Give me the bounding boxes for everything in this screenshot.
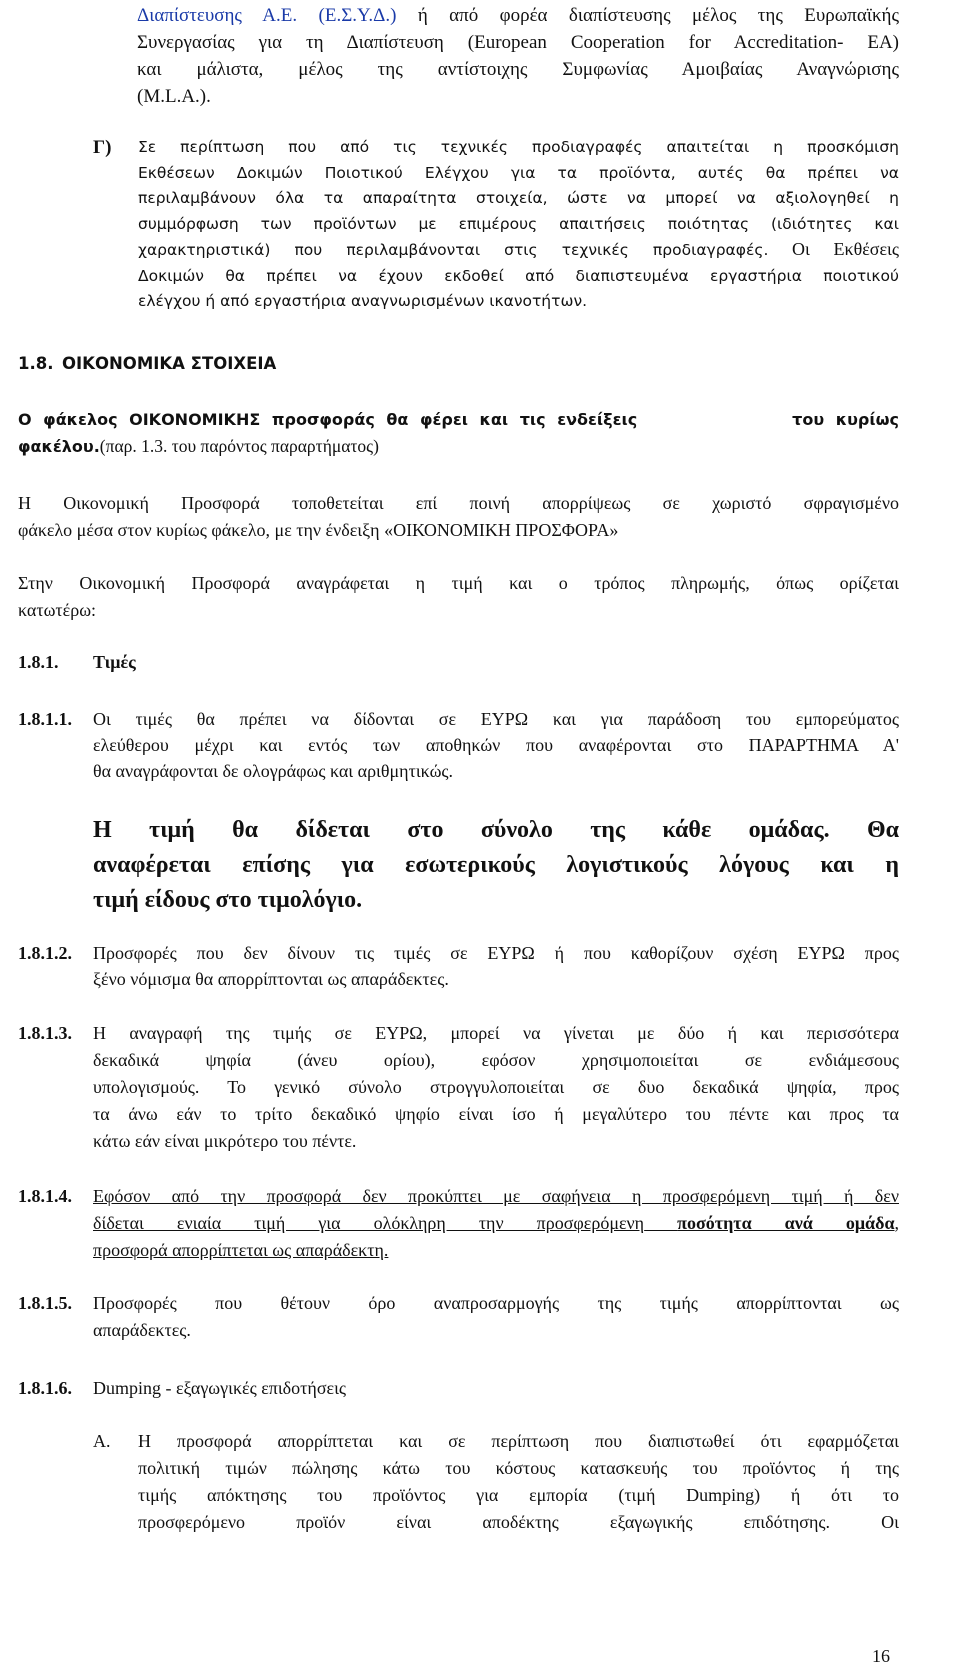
text-line: κάτω εάν είναι μικρότερο του πέντε. — [93, 1131, 357, 1151]
price-paragraph — [18, 570, 899, 624]
text-line: Σε περίπτωση που από τις τεχνικές προδιαγραφές απαιτείται η προσκόμιση — [138, 138, 899, 156]
item-1-8-1-6-a — [93, 1428, 899, 1536]
item-1-8-1-2 — [18, 940, 899, 992]
item-1-8-1-1 — [18, 706, 899, 784]
section-number: 1.8. — [18, 354, 54, 373]
item-1-8-1-5 — [18, 1290, 899, 1344]
text-line: Στην Οικονομική Προσφορά αναγράφεται η τιμή και ο τρόπος πληρωμής, όπως ορίζεται — [18, 573, 899, 593]
item-text — [93, 706, 899, 784]
offer-paragraph — [18, 490, 899, 544]
text-line: προσφερόμενο προϊόν είναι αποδέκτης εξαγωγικής επιδότησης. Οι — [138, 1512, 899, 1532]
gamma-label: Γ) — [93, 137, 112, 158]
section-heading — [18, 354, 276, 373]
text-run: Ο φάκελος ΟΙΚΟΝΟΜΙΚΗΣ προσφοράς θα φέρει και τις ενδείξεις — [18, 410, 638, 429]
subsection-heading — [18, 652, 136, 673]
item-1-8-1-6 — [18, 1375, 899, 1402]
text-run: χαρακτηριστικά) που περιλαμβάνονται στις τεχνικές προδιαγραφές. — [138, 241, 769, 259]
text-line: Η προσφορά απορρίπτεται και σε περίπτωση που διαπιστωθεί ότι εφαρμόζεται — [138, 1431, 899, 1451]
item-1-8-1-3 — [18, 1020, 899, 1155]
text-line: ξένο νόμισμα θα απορρίπτονται ως απαράδεκτες. — [93, 969, 449, 989]
text-line: τα άνω εάν το τρίτο δεκαδικό ψηφίο είναι ίσο ή μεγαλύτερο του πέντε και προς τα — [93, 1104, 899, 1124]
text-line — [93, 1210, 899, 1237]
item-text — [138, 1428, 899, 1536]
item-title: Dumping - εξαγωγικές επιδοτήσεις — [93, 1378, 347, 1398]
text-line: υπολογισμούς. Το γενικό σύνολο στρογγυλοποιείται σε δυο δεκαδικά ψηφία, προς — [93, 1077, 899, 1097]
text-run: Οι Εκθέσεις — [768, 239, 899, 259]
section-title: ΟΙΚΟΝΟΜΙΚΑ ΣΤΟΙΧΕΙΑ — [62, 354, 277, 373]
item-text — [93, 1290, 899, 1344]
text-line: φάκελο μέσα στον κυρίως φάκελο, με την ένδειξη «ΟΙΚΟΝΟΜΙΚΗ ΠΡΟΣΦΟΡΑ» — [18, 520, 619, 540]
text-line: Η Οικονομική Προσφορά τοποθετείται επί ποινή απορρίψεως σε χωριστό σφραγισμένο — [18, 493, 899, 513]
text-line — [18, 433, 899, 460]
page-number: 16 — [872, 1646, 890, 1666]
item-number: 1.8.1.1. — [18, 709, 72, 729]
item-number: 1.8.1.2. — [18, 943, 72, 963]
text-line: (M.L.A.). — [137, 86, 211, 107]
subsection-title: Τιμές — [93, 652, 136, 672]
item-text — [93, 1183, 899, 1264]
text-line: τιμής απόκτησης του προϊόντος για εμπορία (τιμή Dumping) ή ότι το — [138, 1485, 899, 1505]
text-run: φακέλου. — [18, 437, 100, 456]
item-number: 1.8.1.4. — [18, 1186, 72, 1206]
text-line: Δοκιμών θα πρέπει να έχουν εκδοθεί από διαπιστευμένα εργαστήρια ποιοτικού — [138, 266, 899, 285]
text-line: ελέγχου ή από εργαστήρια αναγνωρισμένων ικανοτήτων. — [138, 292, 588, 310]
text-line: πολιτική τιμών πώλησης κάτω του κόστους κατασκευής του προϊόντος ή της — [138, 1458, 899, 1478]
text-line: Η τιμή θα δίδεται στο σύνολο της κάθε ομάδας. Θα — [93, 817, 899, 843]
text-line: Εφόσον από την προσφορά δεν προκύπτει με σαφήνεια η προσφερόμενη τιμή ή δεν — [93, 1186, 899, 1206]
text-line: Οι τιμές θα πρέπει να δίδονται σε ΕΥΡΩ και για παράδοση του εμπορεύματος — [93, 709, 899, 729]
text-line: συμμόρφωση των προϊόντων με επιμέρους απαιτήσεις ποιότητας (ιδιότητες και — [138, 214, 899, 233]
text-line: Προσφορές που θέτουν όρο αναπροσαρμογής της τιμής απορρίπτονται ως — [93, 1293, 899, 1313]
item-1-8-1-4 — [18, 1183, 899, 1264]
text-line: και μάλιστα, μέλος της αντίστοιχης Συμφωνίας Αμοιβαίας Αναγνώρισης — [137, 59, 899, 80]
text-run: ή από φορέα διαπίστευσης μέλος της Ευρωπαϊκής — [396, 5, 899, 26]
text-run: (παρ. 1.3. του παρόντος παραρτήματος) — [99, 436, 379, 456]
text-run: του κυρίως — [792, 410, 899, 429]
text-line — [138, 237, 899, 264]
item-number: 1.8.1.3. — [18, 1023, 72, 1043]
text-line: δεκαδικά ψηφία (άνευ ορίου), εφόσον χρησιμοποιείται σε ενδιάμεσους — [93, 1050, 899, 1070]
text-line — [137, 2, 899, 29]
text-line: περιλαμβάνουν όλα τα απαραίτητα στοιχεία, ώστε να μπορεί να αξιολογηθεί η — [138, 189, 899, 207]
text-line: Προσφορές που δεν δίνουν τις τιμές σε ΕΥΡΩ ή που καθορίζουν σχέση ΕΥΡΩ προς — [93, 943, 899, 963]
text-run: , — [894, 1213, 899, 1233]
item-text — [93, 1020, 899, 1155]
emphasis-paragraph — [93, 813, 899, 918]
gamma-text-cont — [138, 161, 899, 315]
item-text — [93, 940, 899, 992]
text-line: Εκθέσεων Δοκιμών Ποιοτικού Ελέγχου για τα προϊόντα, αυτές θα πρέπει να — [138, 163, 899, 182]
gamma-text — [138, 135, 899, 161]
item-number: 1.8.1.6. — [18, 1378, 72, 1398]
accreditation-paragraph — [137, 2, 899, 110]
text-run: ποσότητα ανά ομάδα — [677, 1213, 895, 1233]
subsection-number: 1.8.1. — [18, 652, 59, 672]
text-line: θα αναγράφονται δε ολογράφως και αριθμητικώς. — [93, 761, 454, 781]
text-line: Η αναγραφή της τιμής σε ΕΥΡΩ, μπορεί να γίνεται με δύο ή και περισσότερα — [93, 1023, 899, 1043]
text-line: τιμή είδους στο τιμολόγιο. — [93, 887, 363, 913]
text-line: ελεύθερου μέχρι και εντός των αποθηκών που αναφέρονται στο ΠΑΡΑΡΤΗΜΑ Α' — [93, 735, 899, 755]
text-line: Συνεργασίας για τη Διαπίστευση (European Cooperation for Accreditation- EA) — [137, 32, 899, 53]
text-run: δίδεται ενιαία τιμή για ολόκληρη την προσφερόμενη — [93, 1213, 645, 1233]
text-line: κατωτέρω: — [18, 600, 97, 620]
text-line — [18, 407, 899, 433]
folder-note — [18, 407, 899, 460]
gamma-paragraph — [93, 135, 899, 315]
accreditation-link[interactable]: Διαπίστευσης Α.Ε. (Ε.Σ.Υ.Δ.) — [137, 5, 397, 26]
item-label: Α. — [93, 1431, 111, 1451]
item-number: 1.8.1.5. — [18, 1293, 72, 1313]
text-line: προσφορά απορρίπτεται ως απαράδεκτη. — [93, 1240, 389, 1260]
text-line: αναφέρεται επίσης για εσωτερικούς λογιστικούς λόγους και η — [93, 852, 899, 878]
text-line: απαράδεκτες. — [93, 1320, 191, 1340]
